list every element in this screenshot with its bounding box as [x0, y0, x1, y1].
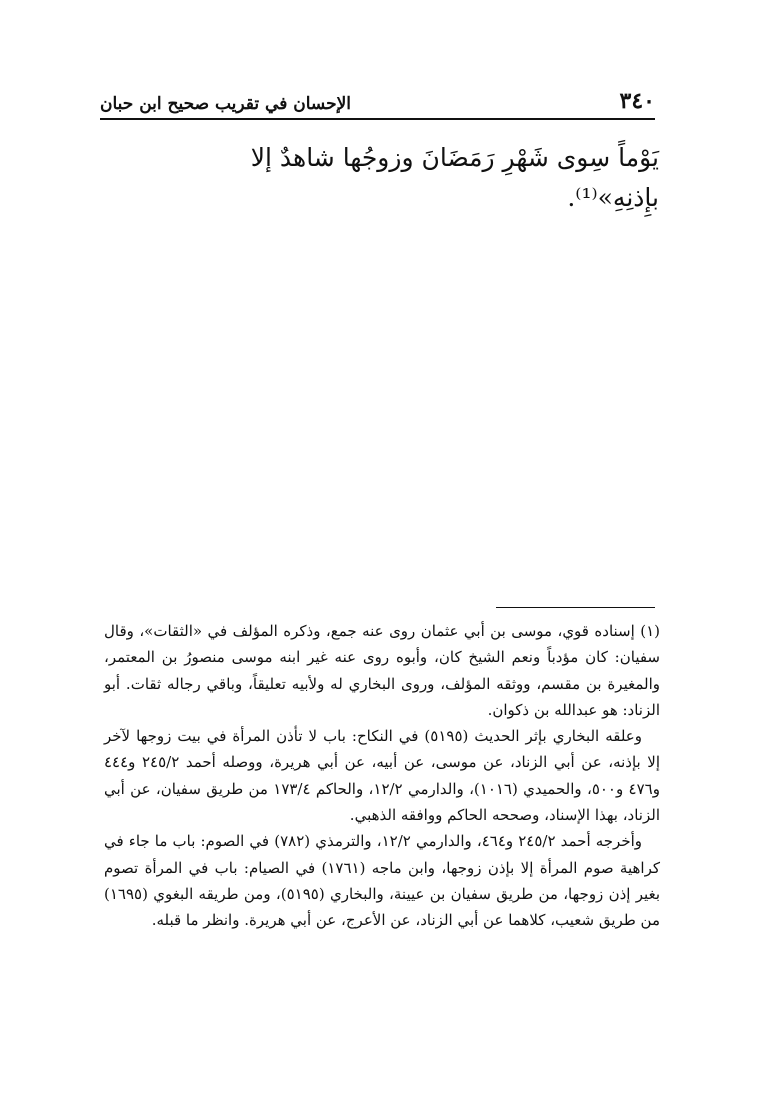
hadith-line: يَوْماً سِوى شَهْرِ رَمَضَانَ وزوجُها شاهدٌ إلا بإِذنِهِ»⁽¹⁾.	[250, 143, 659, 212]
footnotes	[104, 618, 660, 934]
footnote-paragraph-3: وأخرجه أحمد ٢٤٥/٢ و٤٦٤، والدارمي ١٢/٢، والترمذي (٧٨٢) في الصوم: باب ما جاء في كراهية صوم المرأة إلا بإذن زوجها، وابن ماجه (١٧٦١) في الصيام: باب في المرأة تصوم بغير إذن زوجها، من طريق سفيان بن عيينة، والبخاري (٥١٩٥)، ومن طريقه البغوي (١٦٩٥) من طريق شعيب، كلاهما عن أبي الزناد، عن الأعرج، عن أبي هريرة. وانظر ما قبله.	[104, 832, 660, 930]
hadith-text	[170, 138, 659, 218]
running-title: الإحسان في تقريب صحيح ابن حبان	[100, 94, 351, 114]
footnote-separator	[496, 607, 655, 608]
footnote-paragraph-2: وعلقه البخاري بإثر الحديث (٥١٩٥) في النكاح: باب لا تأذن المرأة في بيت زوجها لآخر إلا بإذنه، عن أبي الزناد، عن موسى، عن أبيه، عن أبي هريرة، ووصله أحمد ٢٤٥/٢ و٤٤٤ و٤٧٦ و٥٠٠، والحميدي (١٠١٦)، والدارمي ١٢/٢، والحاكم ١٧٣/٤ من طريق سفيان، عن أبي الزناد، بهذا الإسناد، وصححه الحاكم ووافقه الذهبي.	[104, 727, 661, 825]
footnote-paragraph-1: (١) إسناده قوي، موسى بن أبي عثمان روى عنه جمع، وذكره المؤلف في «الثقات»، وقال سفيان: كان مؤدباً ونعم الشيخ كان، وأبوه روى عنه غير ابنه موسى منصورُ بن المعتمر، والمغيرة بن مقسم، ووثقه المؤلف، وروى البخاري له ولأبيه تعليقاً، وباقي رجاله ثقات. أبو الزناد: هو عبدالله بن ذكوان.	[104, 622, 660, 719]
page-number: ٣٤٠	[619, 88, 655, 114]
page-header	[100, 84, 655, 120]
